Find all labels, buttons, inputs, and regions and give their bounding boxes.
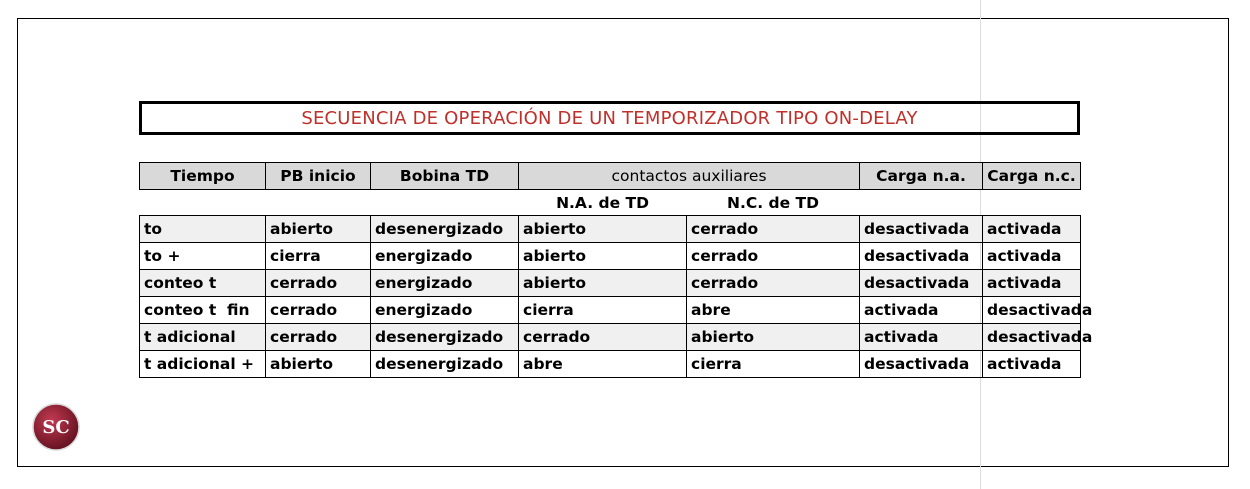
cell: activada [983,351,1081,378]
cell: activada [860,297,983,324]
cell: cerrado [687,216,860,243]
header-tiempo: Tiempo [140,163,266,190]
cell: cerrado [266,297,371,324]
cell: abre [519,351,687,378]
cell: cierra [519,297,687,324]
cell: energizado [371,270,519,297]
logo-icon [31,402,81,452]
cell: activada [860,324,983,351]
cell: desenergizado [371,351,519,378]
cell: abierto [519,216,687,243]
cell: desenergizado [371,324,519,351]
cell: abierto [266,216,371,243]
cell: cierra [266,243,371,270]
cell: t adicional [140,324,266,351]
cell: desenergizado [371,216,519,243]
cell: energizado [371,243,519,270]
cell: desactivada [860,351,983,378]
header-contactos-auxiliares: contactos auxiliares [519,163,860,190]
cell: t adicional + [140,351,266,378]
cell: activada [983,243,1081,270]
table-row [140,324,1081,351]
table-row [140,270,1081,297]
cell: abierto [266,351,371,378]
cell: cerrado [266,324,371,351]
cell: abierto [687,324,860,351]
cell: abre [687,297,860,324]
cell: energizado [371,297,519,324]
cell: abierto [519,243,687,270]
cell: conteo t [140,270,266,297]
table-row [140,243,1081,270]
cell: cerrado [687,243,860,270]
table-row [140,351,1081,378]
cell: conteo t fin [140,297,266,324]
cell: desactivada [983,324,1081,351]
cell: desactivada [983,297,1081,324]
cell: cerrado [519,324,687,351]
logo-text: SC [42,417,70,438]
subheader-nc-td: N.C. de TD [727,193,819,212]
cell: to + [140,243,266,270]
header-carga-nc: Carga n.c. [983,163,1081,190]
cell: desactivada [860,243,983,270]
cell: cerrado [687,270,860,297]
cell: desactivada [860,216,983,243]
subheader-row [140,190,1081,216]
cell: abierto [519,270,687,297]
table-title: SECUENCIA DE OPERACIÓN DE UN TEMPORIZADOR TIPO ON-DELAY [301,107,918,129]
title-box [139,101,1080,135]
cell: cerrado [266,270,371,297]
header-pb-inicio: PB inicio [266,163,371,190]
table-row [140,216,1081,243]
cell: cierra [687,351,860,378]
header-bobina-td: Bobina TD [371,163,519,190]
table-row [140,297,1081,324]
cell: desactivada [860,270,983,297]
cell: activada [983,216,1081,243]
cell: activada [983,270,1081,297]
cell: to [140,216,266,243]
header-carga-na: Carga n.a. [860,163,983,190]
header-row [140,163,1081,190]
subheader-na-td: N.A. de TD [556,193,649,212]
sequence-table [139,162,1093,378]
